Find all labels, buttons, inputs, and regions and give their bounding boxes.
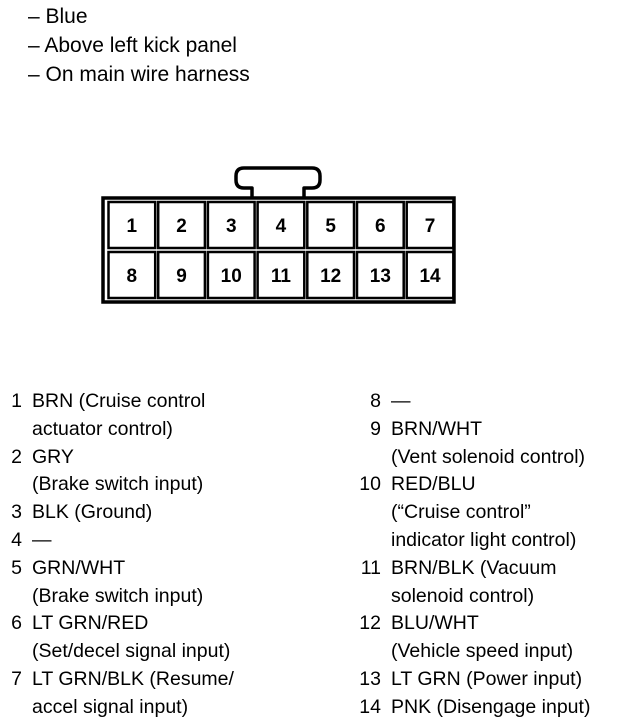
pin-grid: [109, 202, 454, 298]
pin-legend-left: [8, 388, 234, 722]
pin-legend-line: actuator control): [32, 417, 173, 440]
pin-legend-description: [391, 555, 556, 611]
pin-legend-number: 12: [359, 612, 381, 635]
pin-legend-description: [391, 610, 573, 666]
pin-number: 9: [176, 266, 187, 287]
pin-legend-entry: [355, 555, 590, 611]
pin-number: 7: [424, 216, 436, 237]
pin-legend-number: 7: [11, 667, 22, 690]
pin-legend-description: [32, 610, 230, 666]
pin-number: 11: [270, 266, 291, 287]
pin-legend-description: [32, 499, 152, 527]
pin-legend-line: RED/BLU: [391, 473, 476, 496]
note-harness: – On main wire harness: [28, 63, 250, 86]
connector-diagram: [0, 0, 640, 360]
pin-legend-entry: [8, 388, 234, 444]
pin-legend-entry: [355, 471, 590, 554]
pin-legend-number: 2: [11, 445, 22, 468]
pin-legend-description: [32, 388, 205, 444]
pin-legend-line: (Set/decel signal input): [32, 640, 231, 663]
pin-number: 2: [176, 216, 187, 237]
pin-legend-line: —: [391, 390, 411, 412]
pin-legend-entry: [355, 610, 590, 666]
pin-legend-description: [391, 471, 576, 554]
pin-legend-description: [391, 388, 411, 416]
pin-number: 1: [126, 216, 138, 237]
note-location: – Above left kick panel: [28, 34, 237, 57]
pin-legend-line: (“Cruise control”: [391, 501, 531, 524]
pin-legend-line: LT GRN/RED: [32, 612, 149, 635]
pin-legend-number: 13: [359, 667, 381, 690]
pin-legend-entry: [8, 610, 234, 666]
pin-legend-line: (Brake switch input): [32, 473, 204, 496]
pin-legend-number: 10: [359, 473, 381, 496]
pin-legend-line: BRN/BLK (Vacuum: [391, 556, 557, 579]
pin-legend-line: GRY: [32, 445, 74, 468]
pin-legend-line: accel signal input): [32, 695, 189, 718]
pin-legend-number: 8: [370, 390, 381, 412]
pin-legend-line: GRN/WHT: [32, 556, 126, 579]
pin-legend-line: LT GRN (Power input): [391, 667, 583, 690]
pin-legend-entry: [8, 555, 234, 611]
pin-number: 4: [275, 216, 287, 237]
pin-legend-number: 5: [11, 556, 22, 579]
pin-legend-number: 1: [11, 390, 22, 412]
pin-legend-entry: [8, 666, 234, 722]
pin-number: 5: [325, 216, 336, 237]
pin-legend-description: [391, 416, 585, 472]
pin-legend-description: [32, 666, 234, 722]
pin-legend-entry: [8, 499, 234, 527]
pin-legend-number: 11: [360, 556, 381, 579]
pin-legend-line: BLU/WHT: [391, 612, 479, 635]
pin-legend-number: 6: [11, 612, 22, 635]
pin-legend-line: BRN (Cruise control: [32, 390, 206, 412]
pin-legend-line: (Brake switch input): [32, 584, 204, 607]
pin-legend-right: [355, 388, 590, 722]
pin-legend-number: 4: [11, 528, 22, 551]
pin-legend-number: 9: [370, 417, 381, 440]
pin-legend-entry: [8, 527, 234, 555]
pin-legend-entry: [8, 444, 234, 500]
pin-legend-line: BLK (Ground): [32, 501, 153, 524]
pin-legend-description: [391, 666, 582, 694]
pin-legend-description: [391, 694, 590, 722]
pin-legend-description: [32, 527, 52, 555]
pin-legend-description: [32, 444, 203, 500]
pin-legend-line: (Vent solenoid control): [391, 445, 586, 468]
pin-number: 3: [225, 216, 237, 237]
pin-legend-entry: [355, 388, 590, 416]
pin-legend-entry: [355, 694, 590, 722]
pin-legend-line: indicator light control): [391, 528, 577, 551]
pin-number: 12: [320, 266, 342, 287]
pin-legend-entry: [355, 416, 590, 472]
pin-legend-number: 3: [11, 501, 22, 524]
connector-lock-tab: [236, 168, 320, 198]
pin-number: 10: [220, 266, 242, 287]
pin-legend-line: LT GRN/BLK (Resume/: [32, 667, 234, 690]
note-color: – Blue: [28, 5, 88, 28]
pin-number: 8: [126, 266, 138, 287]
pin-legend-description: [32, 555, 203, 611]
pin-legend-line: —: [32, 528, 52, 551]
pin-legend-line: PNK (Disengage input): [391, 695, 591, 718]
pin-legend-line: (Vehicle speed input): [391, 640, 574, 663]
pin-number: 14: [419, 266, 441, 287]
pin-number: 6: [375, 216, 386, 237]
pin-legend-line: BRN/WHT: [391, 417, 482, 440]
pin-number: 13: [369, 266, 391, 287]
pin-legend-entry: [355, 666, 590, 694]
pin-legend-number: 14: [359, 695, 381, 718]
pin-legend-line: solenoid control): [391, 584, 535, 607]
